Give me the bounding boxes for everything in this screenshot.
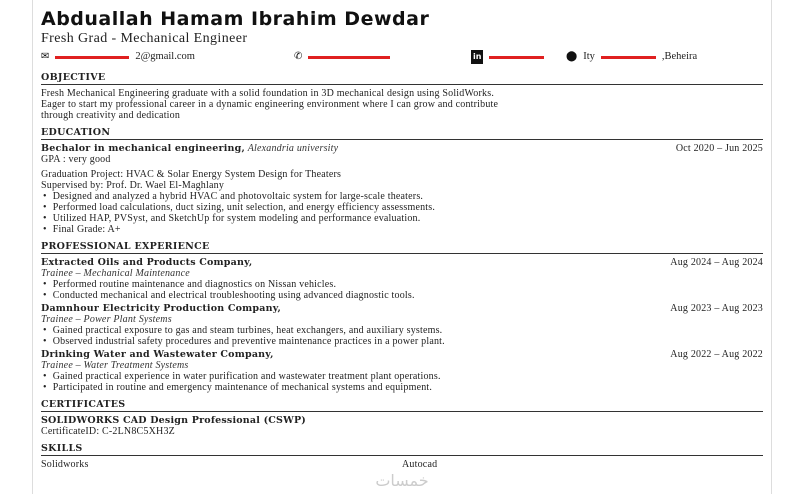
contact-row (41, 50, 763, 66)
contact-linkedin[interactable] (471, 50, 544, 64)
list-item: • Performed load calculations, duct sizing, unit selection, and energy efficiency assessments. (41, 202, 763, 213)
certificate-entry (41, 415, 763, 437)
list-item: • Conducted mechanical and electrical troubleshooting using advanced diagnostic tools. (41, 290, 763, 301)
contact-location (566, 50, 697, 64)
watermark: خمسات (375, 471, 429, 490)
job-role: Trainee – Power Plant Systems (41, 314, 172, 325)
job-entry (41, 303, 763, 347)
education-entry (41, 143, 763, 235)
objective-line: Eager to start my professional career in a dynamic engineering environment where I can grow and contribute (41, 99, 499, 110)
redaction (489, 56, 544, 59)
resume-page (32, 0, 772, 494)
location-prefix: Ity (583, 51, 595, 62)
candidate-name: Abduallah Hamam Ibrahim Dewdar (41, 8, 430, 30)
list-item: • Gained practical exposure to gas and steam turbines, heat exchangers, and auxiliary systems. (41, 325, 763, 336)
contact-phone (294, 50, 390, 64)
job-dates: Aug 2023 – Aug 2023 (670, 303, 763, 314)
education-dates: Oct 2020 – Jun 2025 (675, 143, 763, 154)
location-icon: ⬤ (566, 51, 578, 62)
job-entry (41, 257, 763, 301)
objective-text (41, 88, 763, 121)
list-item: • Gained practical experience in water purification and wastewater treatment plant operations. (41, 371, 763, 382)
job-role: Trainee – Water Treatment Systems (41, 360, 189, 371)
list-item: • Performed routine maintenance and diagnostics on Nissan vehicles. (41, 279, 763, 290)
skills-list (41, 459, 763, 470)
job-dates: Aug 2024 – Aug 2024 (670, 257, 763, 268)
graduation-project: Graduation Project: HVAC & Solar Energy System Design for Theaters (41, 169, 342, 180)
experience-heading: PROFESSIONAL EXPERIENCE (41, 241, 763, 254)
email-text: 2@gmail.com (135, 51, 195, 62)
experience-list (41, 257, 763, 393)
job-dates: Aug 2022 – Aug 2022 (670, 349, 763, 360)
job-role: Trainee – Mechanical Maintenance (41, 268, 190, 279)
degree: Bechalor in mechanical engineering, (41, 143, 245, 154)
contact-email (41, 50, 195, 64)
linkedin-icon: in (471, 50, 483, 64)
envelope-icon: ✉ (41, 51, 50, 62)
objective-line: through creativity and dedication (41, 110, 181, 121)
certificate-id: CertificateID: C-2LN8C5XH3Z (41, 426, 175, 437)
supervisor: Supervised by: Prof. Dr. Wael El-Maghlany (41, 180, 225, 191)
certificate-name: SOLIDWORKS CAD Design Professional (CSWP) (41, 415, 306, 426)
list-item: • Utilized HAP, PVSyst, and SketchUp for system modeling and performance evaluation. (41, 213, 763, 224)
certificates-heading: CERTIFICATES (41, 399, 763, 412)
job-entry (41, 349, 763, 393)
skills-heading: SKILLS (41, 443, 763, 456)
phone-icon: ✆ (294, 51, 303, 62)
school: Alexandria university (247, 143, 339, 154)
objective-heading: OBJECTIVE (41, 72, 763, 85)
list-item: • Participated in routine and emergency maintenance of mechanical systems and equipment. (41, 382, 763, 393)
list-item: • Observed industrial safety procedures and preventive maintenance practices in a power plant. (41, 336, 763, 347)
company: Damnhour Electricity Production Company, (41, 303, 282, 314)
list-item: • Final Grade: A+ (41, 224, 763, 235)
location-suffix: ,Beheira (661, 51, 698, 62)
education-heading: EDUCATION (41, 127, 763, 140)
redaction (308, 56, 390, 59)
company: Drinking Water and Wastewater Company, (41, 349, 274, 360)
redaction (601, 56, 656, 59)
candidate-role: Fresh Grad - Mechanical Engineer (41, 31, 248, 46)
company: Extracted Oils and Products Company, (41, 257, 253, 268)
gpa: GPA : very good (41, 154, 111, 165)
redaction (55, 56, 129, 59)
list-item: • Designed and analyzed a hybrid HVAC and photovoltaic system for large-scale theaters. (41, 191, 763, 202)
skill-item: Autocad (402, 459, 438, 470)
skill-item: Solidworks (41, 459, 89, 470)
objective-line: Fresh Mechanical Engineering graduate with a solid foundation in 3D mechanical design using SolidWorks. (41, 88, 495, 99)
